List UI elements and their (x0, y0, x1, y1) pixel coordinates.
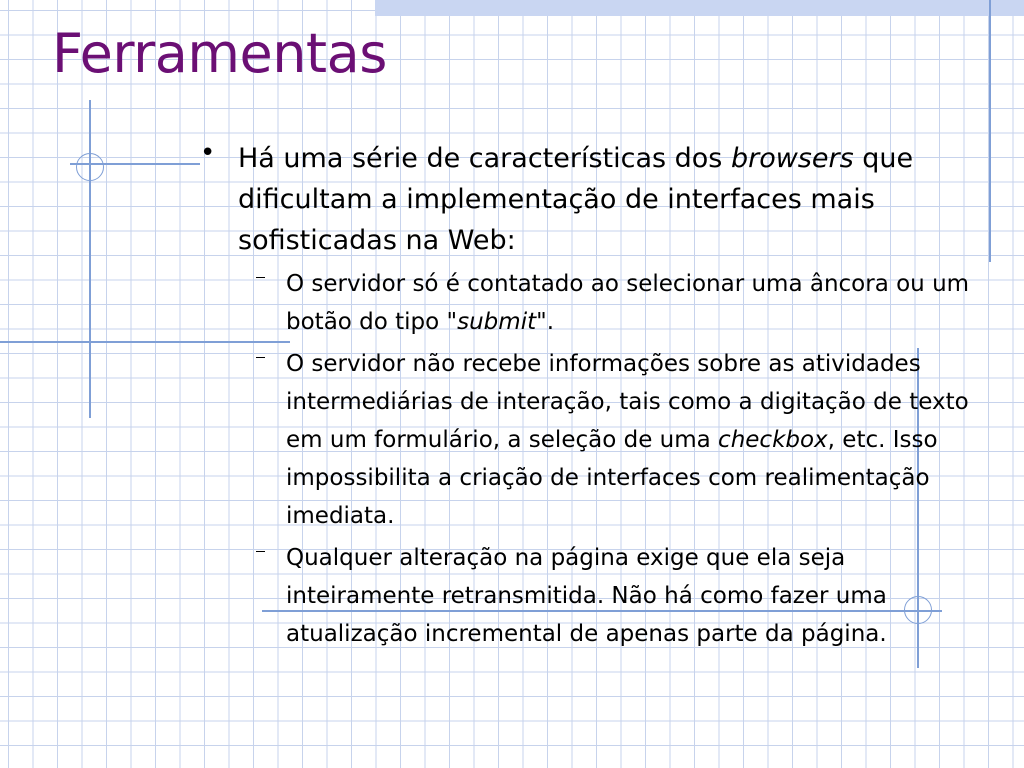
dash-icon (256, 357, 265, 358)
sub-bullet-text-end: , etc. Isso impossibilita a criação de interfaces com realimentação imediata. (286, 427, 938, 529)
slide-title: Ferramentas (52, 22, 387, 85)
main-bullet-text (238, 143, 913, 256)
sub-bullet-item (196, 539, 996, 653)
decor-circle-top (76, 153, 104, 181)
dash-icon (256, 551, 265, 552)
sub-bullet-text-start: O servidor só é contatado ao selecionar uma âncora ou um botão do tipo " (286, 271, 970, 335)
sub-bullet-emphasis: submit (457, 309, 537, 335)
sub-bullet-emphasis: checkbox (718, 427, 828, 453)
decor-line-vertical-left (89, 100, 91, 418)
sub-bullet-item (196, 345, 996, 535)
slide-content (196, 138, 996, 657)
sub-bullet-text (286, 271, 969, 335)
header-band (375, 0, 1024, 16)
sub-bullet-item (196, 265, 996, 341)
sub-bullet-text-start: O servidor não recebe informações sobre as atividades intermediárias de interação, tais como a digitação de texto em um formulário, a seleção de uma (286, 351, 969, 453)
bullet-dot-icon: • (200, 138, 216, 168)
dash-icon (256, 277, 265, 278)
main-bullet-text-end: que dificultam a implementação de interfaces mais sofisticadas na Web: (238, 143, 914, 256)
main-bullet (196, 138, 996, 261)
sub-bullet-list (196, 265, 996, 653)
main-bullet-text-start: Há uma série de características dos (238, 143, 731, 174)
sub-bullet-text (286, 545, 887, 647)
main-bullet-emphasis: browsers (730, 143, 854, 174)
sub-bullet-text-end: ". (536, 309, 554, 335)
sub-bullet-text (286, 351, 969, 529)
sub-bullet-text-start: Qualquer alteração na página exige que ela seja inteiramente retransmitida. Não há como fazer uma atualização incremental de apenas parte da página. (286, 545, 887, 647)
